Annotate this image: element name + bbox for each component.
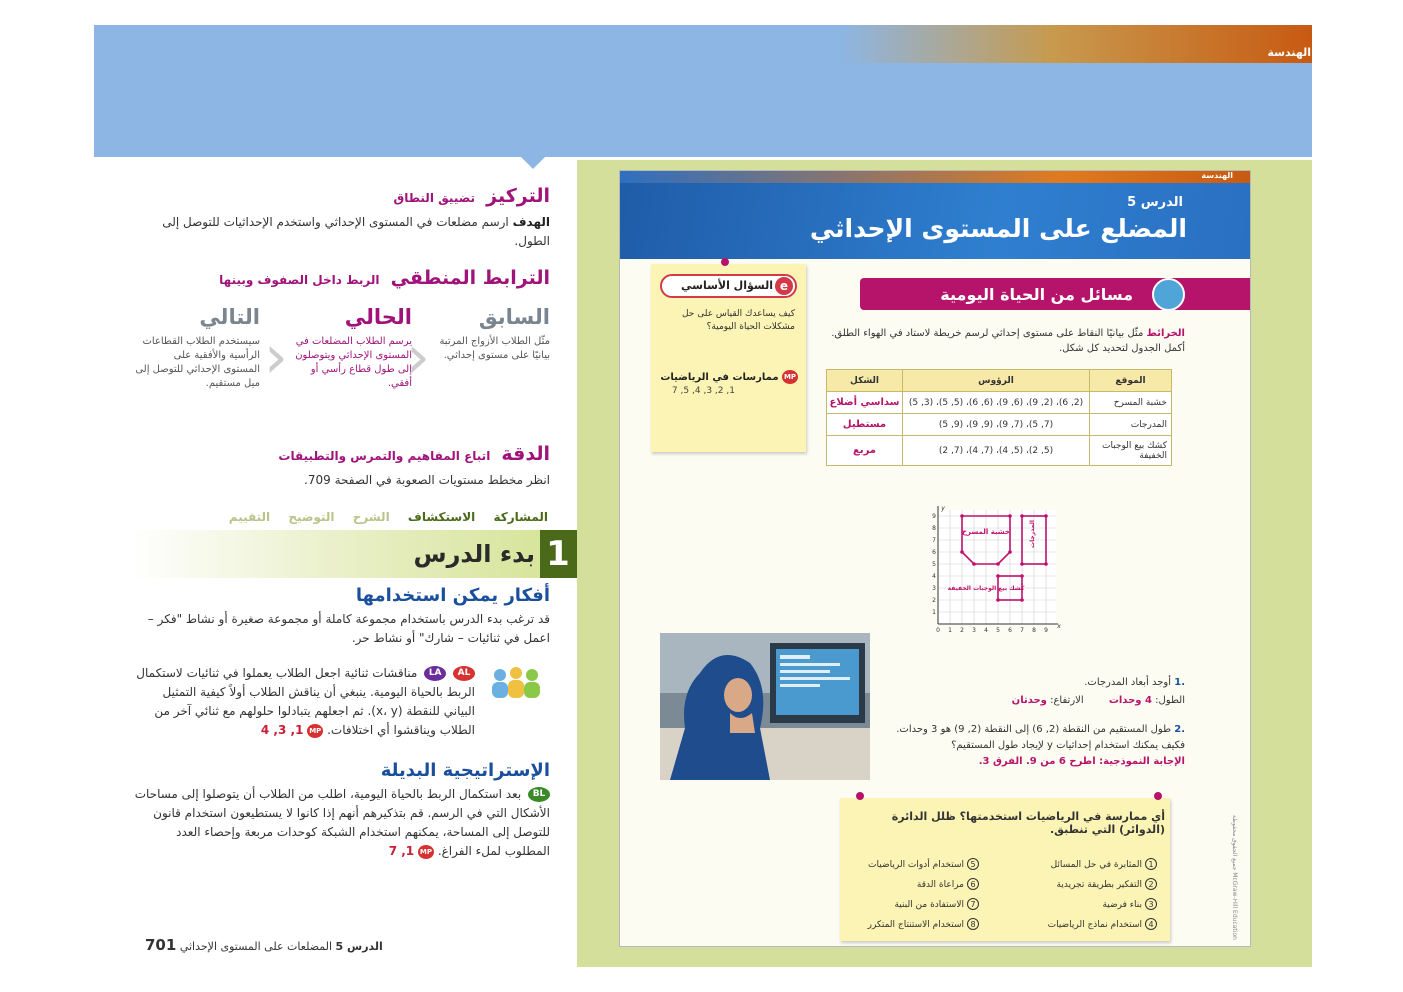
y-axis-label: y — [941, 505, 945, 512]
length-label: الطول: — [1155, 695, 1185, 706]
pin-icon — [856, 792, 864, 800]
ladder-next-text: سيستخدم الطلاب القطاعات الرأسية والأفقية على المستوى الإحداثي للتوصل إلى ميل مستقيم. — [135, 336, 260, 389]
x-tick-label: 5 — [996, 627, 1000, 634]
math-practice-question: أي ممارسة في الرياضيات استخدمتها؟ ظلل الدائرة (الدوائر) التي تنطبق. — [891, 810, 1165, 836]
x-tick-label: 6 — [1008, 627, 1012, 634]
intro-keyword: الخرائط — [1146, 328, 1185, 339]
coherence-section — [130, 267, 550, 289]
student-photo — [660, 633, 870, 780]
student-strip-label: الهندسة — [1201, 171, 1233, 180]
table-row: كشك بيع الوجبات الخفيفة (5, 2)، (5, 4)، (7, 4)، (7, 2) مربع — [827, 436, 1172, 466]
tab-explain[interactable]: الشرح — [352, 510, 390, 524]
x-tick-label: 8 — [1032, 627, 1036, 634]
graph-label-stage: خشبة المسرح — [962, 528, 1010, 536]
x-tick-label: 4 — [984, 627, 988, 634]
ideas-section — [130, 585, 550, 648]
banner-notch — [521, 157, 545, 169]
exercise-number: .1 — [1174, 677, 1185, 688]
practice-option[interactable]: 8استخدام الاستنتاج المتكرر — [868, 918, 979, 930]
graph-label-kiosk: كشك بيع الوجبات الخفيفة — [947, 585, 1025, 592]
ladder-next — [135, 305, 260, 391]
y-tick-label: 3 — [932, 585, 936, 592]
alt-heading: الإستراتيجية البديلة — [380, 760, 550, 781]
ladder-now-text: يرسم الطلاب المضلعات في المستوى الإحداثي ويتوصلون إلى طول قطاع رأسي أو أفقي. — [295, 336, 412, 389]
tab-evaluate[interactable]: التقييم — [228, 510, 271, 524]
rigor-sub: اتباع المفاهيم والتمرس والتطبيقات — [278, 449, 491, 463]
rigor-text: انظر مخطط مستويات الصعوبة في الصفحة 709. — [304, 473, 550, 487]
x-tick-label: 3 — [972, 627, 976, 634]
length-answer: 4 وحدات — [1108, 695, 1152, 706]
exercise-text: طول المستقيم من النقطة (2, 6) إلى النقطة (2, 9) هو 3 وحدات. فكيف يمكنك استخدام إحداثيات y لإيجاد طول المستقيم؟ — [896, 724, 1185, 751]
focus-section — [130, 185, 550, 251]
practice-option[interactable]: 4استخدام نماذج الرياضيات — [1048, 918, 1157, 930]
x-tick-label: 2 — [960, 627, 964, 634]
mp-badge: MP — [418, 845, 434, 859]
step-title: بدء الدرس — [413, 540, 535, 568]
pairs-practice-numbers: 1, 3, 4 — [260, 723, 304, 737]
y-tick-label: 5 — [932, 561, 936, 568]
essential-question-label: السؤال الأساسي — [681, 279, 773, 292]
banner-label: الهندسة — [1267, 46, 1311, 59]
mp-badge: MP — [782, 370, 798, 384]
y-tick-label: 2 — [932, 597, 936, 604]
ideas-heading: أفكار يمكن استخدامها — [355, 585, 550, 606]
table-row: المدرجات (7, 5)، (7, 9)، (9, 9)، (9, 5) مستطيل — [827, 414, 1172, 436]
mp-badge: MP — [307, 724, 323, 738]
pin-icon — [721, 258, 729, 266]
exercise-2 — [885, 722, 1185, 770]
focus-sub: تضييق النطاق — [393, 191, 476, 205]
y-tick-label: 4 — [932, 573, 936, 580]
rigor-section — [130, 443, 550, 490]
essential-question-text: كيف يساعدك القياس على حل مشكلات الحياة اليومية؟ — [681, 309, 795, 332]
student-header-strip — [620, 171, 1250, 183]
math-practices-label: MP ممارسات في الرياضيات — [660, 372, 797, 383]
exercise-number: .2 — [1174, 724, 1185, 735]
goal-label: الهدف — [512, 215, 550, 229]
ladder-prev-head: السابق — [478, 305, 550, 329]
coordinate-graph — [928, 504, 1062, 634]
footer-lesson-title: المضلعات على المستوى الإحداثي — [179, 940, 333, 953]
alt-practice-numbers: 1, 7 — [388, 844, 415, 858]
y-tick-label: 6 — [932, 549, 936, 556]
table-header: الموقع — [1090, 370, 1172, 392]
copyright-credit: McGraw-Hill Education جميع الحقوق محفوظة — [1231, 815, 1238, 940]
student-intro — [813, 326, 1185, 356]
y-tick-label: 7 — [932, 537, 936, 544]
shapes-table — [826, 369, 1172, 466]
coherence-heading: الترابط المنطقي — [390, 267, 550, 289]
step-number: 1 — [546, 534, 570, 574]
math-practices-numbers: 1, 2, 3, 4, 5, 7 — [671, 386, 735, 396]
y-tick-label: 9 — [932, 513, 936, 520]
pin-icon — [1154, 792, 1162, 800]
alt-text: بعد استكمال الربط بالحياة اليومية، اطلب من الطلاب أن يتوصلوا إلى مساحات الأشكال التي في الرسم. قم بتذكيرهم أنهم إذا كانوا لا يستطيعون استخدام قانون للتوصل إلى المساحة، يمكنهم استخدام الشبكة كوحدات مربعة وإحصاء العدد المطلوب لملء الفراغ. — [134, 787, 550, 858]
x-tick-label: 7 — [1020, 627, 1024, 634]
ladder-next-head: التالي — [199, 305, 260, 329]
people-group-icon — [484, 664, 548, 702]
x-tick-label: 9 — [1044, 627, 1048, 634]
exercise-text: أوجد أبعاد المدرجات. — [1084, 677, 1172, 688]
x-tick-label: 0 — [936, 627, 940, 634]
table-header: الرؤوس — [903, 370, 1090, 392]
focus-heading: التركيز — [486, 185, 550, 207]
height-answer: وحدتان — [1011, 695, 1047, 706]
pairs-text: مناقشات ثنائية اجعل الطلاب يعملوا في ثنائيات لاستكمال الربط بالحياة اليومية. ينبغي أن يناقش الطلاب أولاً كيفية التمثيل البياني للنقطة (x، y). ثم اجعلهم يتبادلوا حلولهم مع ثنائي آخر من الطلاب ويناقشوا أي اختلافات. — [136, 666, 475, 737]
tab-explore[interactable]: الاستكشاف — [407, 510, 476, 524]
globe-icon — [1152, 278, 1185, 311]
ladder-now-head: الحالي — [344, 305, 412, 329]
height-label: الارتفاع: — [1050, 695, 1084, 706]
ladder-prev-text: مثّل الطلاب الأزواج المرتبة بيانيًا على مستوى إحداثي. — [439, 336, 550, 361]
chevron-left-icon: ‹ — [264, 322, 288, 392]
goal-text: ارسم مضلعات في المستوى الإحداثي واستخدم الإحداثيات للتوصل إلى الطول. — [162, 215, 550, 248]
practice-option[interactable]: 3بناء فرضية — [1102, 898, 1157, 910]
graph-label-stands: المدرجات — [1029, 520, 1036, 548]
intro-text: مثّل بيانيًا النقاط على مستوى إحداثي لرسم خريطة لاستاد في الهواء الطلق. أكمل الجدول لتحديد كل شكل. — [831, 328, 1185, 354]
practice-option[interactable]: 6مراعاة الدقة — [917, 878, 979, 890]
coherence-ladder — [130, 305, 550, 423]
practice-option[interactable]: 5استخدام أدوات الرياضيات — [868, 858, 979, 870]
alt-strategy-section — [130, 760, 550, 861]
badge-bl: BL — [528, 787, 550, 802]
exercise-1 — [855, 675, 1185, 709]
x-tick-label: 1 — [948, 627, 952, 634]
chevron-left-icon: ‹ — [406, 322, 430, 392]
real-life-title: مسائل من الحياة اليومية — [940, 285, 1133, 304]
table-header: الشكل — [827, 370, 903, 392]
badge-al: AL — [453, 666, 475, 681]
ideas-text: قد ترغب بدء الدرس باستخدام مجموعة كاملة أو مجموعة صغيرة أو نشاط "فكر – اعمل في ثنائيات – شارك" أو نشاط حر. — [147, 612, 550, 645]
pairs-section — [130, 664, 475, 740]
practice-option[interactable]: 7الاستفادة من البنية — [894, 898, 979, 910]
page-number: 701 — [145, 936, 177, 954]
y-tick-label: 1 — [932, 609, 936, 616]
x-axis-label: x — [1057, 623, 1061, 630]
page-footer — [137, 936, 383, 954]
table-row: خشبة المسرح (2, 6)، (2, 9)، (6, 9)، (6, 6)، (5, 5)، (3, 5) سداسي أضلاع — [827, 392, 1172, 414]
ladder-now — [287, 305, 412, 391]
rigor-heading: الدقة — [501, 443, 550, 465]
practice-option[interactable]: 1المثابرة في حل المسائل — [1051, 858, 1157, 870]
essential-question-icon: e — [775, 277, 793, 295]
tab-engage[interactable]: المشاركة — [493, 510, 548, 524]
banner-strip — [840, 25, 1312, 63]
student-lesson-title: المضلع على المستوى الإحداثي — [809, 214, 1187, 243]
student-lesson-number: الدرس 5 — [1127, 195, 1183, 210]
lesson-phase-tabs — [215, 510, 548, 524]
practice-option[interactable]: 2التفكير بطريقة تجريدية — [1057, 878, 1157, 890]
badge-la: LA — [424, 666, 446, 681]
footer-lesson-label: الدرس 5 — [335, 940, 383, 953]
tab-elaborate[interactable]: التوضيح — [288, 510, 335, 524]
ladder-previous — [425, 305, 550, 363]
exercise-sample-answer: الإجابة النموذجية: اطرح 6 من 9. الفرق 3. — [978, 756, 1185, 767]
coherence-sub: الربط داخل الصفوف وبينها — [219, 273, 380, 287]
y-tick-label: 8 — [932, 525, 936, 532]
